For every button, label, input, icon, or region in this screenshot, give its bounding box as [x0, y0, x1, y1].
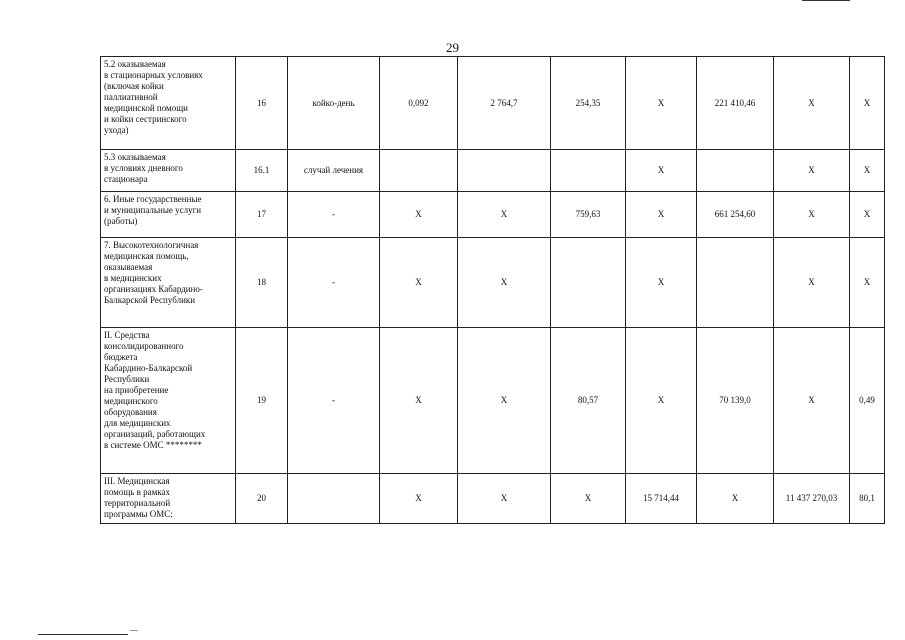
- table-cell: X: [626, 328, 697, 474]
- table-cell: X: [626, 192, 697, 238]
- page-number: 29: [446, 40, 459, 55]
- table-cell: 80,1: [850, 474, 885, 524]
- table-cell: X: [774, 328, 850, 474]
- table-cell: X: [380, 328, 458, 474]
- table-row: [101, 238, 885, 328]
- table-cell: -: [288, 192, 380, 238]
- table-cell: X: [458, 192, 551, 238]
- table-cell: 0,49: [850, 328, 885, 474]
- table-cell: X: [380, 192, 458, 238]
- table-cell: X: [850, 57, 885, 150]
- table-cell: 221 410,46: [697, 57, 774, 150]
- table-cell: X: [458, 238, 551, 328]
- table-cell: X: [458, 474, 551, 524]
- table-row: [101, 150, 885, 192]
- table-cell: -: [288, 238, 380, 328]
- table-cell: койко-день: [288, 57, 380, 150]
- table-cell: X: [626, 57, 697, 150]
- table-cell: X: [774, 150, 850, 192]
- table-cell: [551, 150, 626, 192]
- row-name-cell: 5.2 оказываемая в стационарных условиях (включая койки паллиативной медицинской помощи и койки сестринского ухода): [101, 57, 236, 150]
- row-name-cell: II. Средства консолидированного бюджета Кабардино-Балкарской Республики на приобретение медицинского оборудования для медицинских организаций, работающих в системе ОМС ********: [101, 328, 236, 474]
- table-cell: X: [380, 474, 458, 524]
- table-cell: 759,63: [551, 192, 626, 238]
- table-cell: X: [626, 238, 697, 328]
- table-cell: [380, 150, 458, 192]
- row-name-cell: 5.3 оказываемая в условиях дневного стационара: [101, 150, 236, 192]
- table-cell: [697, 238, 774, 328]
- row-name-cell: 7. Высокотехнологичная медицинская помощь, оказываемая в медицинских организациях Кабардино- Балкарской Республики: [101, 238, 236, 328]
- table-cell: [288, 474, 380, 524]
- row-name-cell: 6. Иные государственные и муниципальные услуги (работы): [101, 192, 236, 238]
- table-cell: случай лечения: [288, 150, 380, 192]
- table-cell: X: [850, 238, 885, 328]
- row-name-cell: III. Медицинская помощь в рамках территориальной программы ОМС:: [101, 474, 236, 524]
- table-cell: 661 254,60: [697, 192, 774, 238]
- top-corner-rule: [802, 0, 850, 1]
- table-cell: X: [774, 57, 850, 150]
- table-cell: 17: [236, 192, 288, 238]
- table-cell: -: [288, 328, 380, 474]
- footnote-rule-tail: [130, 630, 138, 631]
- table-row: [101, 192, 885, 238]
- table-cell: 18: [236, 238, 288, 328]
- table-cell: [458, 150, 551, 192]
- table-cell: 15 714,44: [626, 474, 697, 524]
- table-cell: X: [697, 474, 774, 524]
- table-cell: [551, 238, 626, 328]
- table-row: [101, 328, 885, 474]
- table-cell: 16: [236, 57, 288, 150]
- table-cell: 80,57: [551, 328, 626, 474]
- table-cell: 20: [236, 474, 288, 524]
- table-cell: 70 139,0: [697, 328, 774, 474]
- table-cell: X: [850, 192, 885, 238]
- table-cell: X: [774, 192, 850, 238]
- table-cell: X: [626, 150, 697, 192]
- table-row: [101, 474, 885, 524]
- table-cell: X: [850, 150, 885, 192]
- table-cell: X: [458, 328, 551, 474]
- table-cell: 11 437 270,03: [774, 474, 850, 524]
- table-cell: [697, 150, 774, 192]
- table-cell: X: [774, 238, 850, 328]
- table-cell: 254,35: [551, 57, 626, 150]
- table-cell: 0,092: [380, 57, 458, 150]
- footnote-rule: [38, 634, 128, 635]
- data-table: [100, 56, 885, 524]
- table-cell: X: [551, 474, 626, 524]
- table-cell: X: [380, 238, 458, 328]
- table-cell: 19: [236, 328, 288, 474]
- table-row: [101, 57, 885, 150]
- table-cell: 2 764,7: [458, 57, 551, 150]
- table-cell: 16.1: [236, 150, 288, 192]
